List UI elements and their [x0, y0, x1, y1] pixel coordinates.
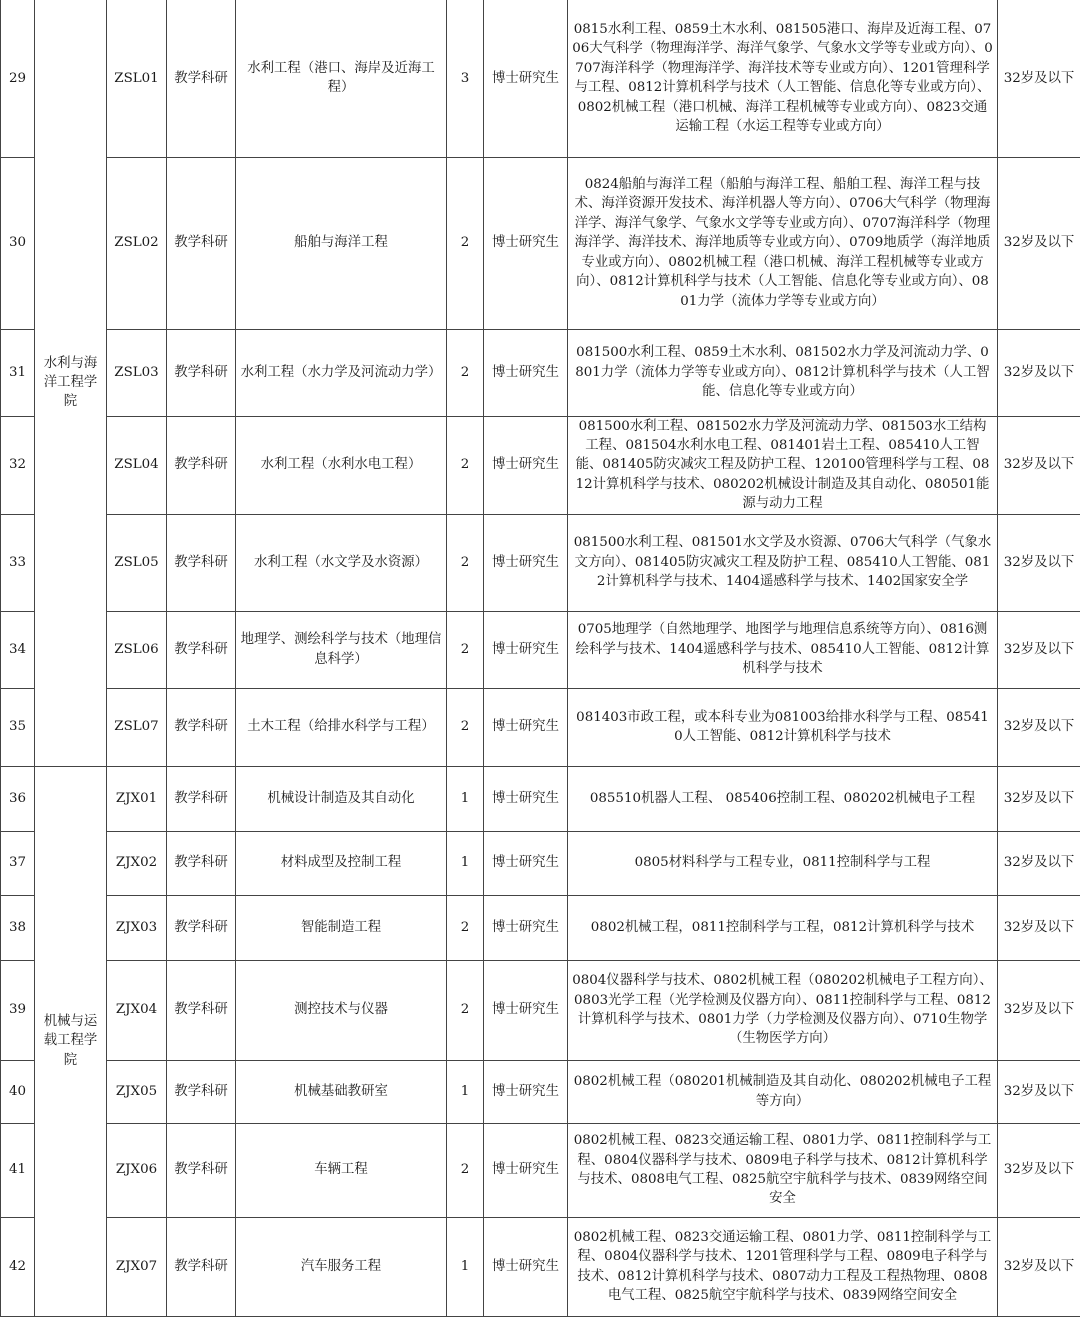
major-requirements-cell: 0805材料科学与工程专业，0811控制科学与工程: [568, 831, 998, 895]
age-requirement-cell: 32岁及以下: [998, 688, 1080, 766]
row-number-cell: 31: [1, 329, 35, 416]
degree-cell: 博士研究生: [484, 514, 568, 611]
age-requirement-cell: 32岁及以下: [998, 416, 1080, 514]
row-number-cell: 36: [1, 766, 35, 831]
row-number-cell: 29: [1, 0, 35, 157]
discipline-cell: 车辆工程: [236, 1123, 447, 1217]
major-requirements-cell: 0804仪器科学与技术、0802机械工程（080202机械电子工程方向）、0803光学工程（光学检测及仪器方向）、0811控制科学与工程、0812计算机科学与技术、0801力学（力学检测及仪器方向）、0710生物学（生物医学方向）: [568, 960, 998, 1060]
position-category-cell: 教学科研: [167, 611, 236, 688]
degree-cell: 博士研究生: [484, 157, 568, 329]
major-requirements-cell: 0802机械工程、0823交通运输工程、0801力学、0811控制科学与工程、0804仪器科学与技术、0809电子科学与技术、0812计算机科学与技术、0808电气工程、0825航空宇航科学与技术、0839网络空间安全: [568, 1123, 998, 1217]
discipline-cell: 地理学、测绘科学与技术（地理信息科学）: [236, 611, 447, 688]
headcount-cell: 1: [447, 1060, 484, 1123]
position-category-cell: 教学科研: [167, 831, 236, 895]
major-requirements-cell: 085510机器人工程、 085406控制工程、080202机械电子工程: [568, 766, 998, 831]
position-code-cell: ZSL01: [107, 0, 167, 157]
table-row: [1, 514, 1080, 611]
position-category-cell: 教学科研: [167, 895, 236, 960]
discipline-cell: 智能制造工程: [236, 895, 447, 960]
headcount-cell: 2: [447, 1123, 484, 1217]
headcount-cell: 2: [447, 329, 484, 416]
row-number-cell: 34: [1, 611, 35, 688]
row-number-cell: 42: [1, 1217, 35, 1316]
degree-cell: 博士研究生: [484, 0, 568, 157]
age-requirement-cell: 32岁及以下: [998, 766, 1080, 831]
degree-cell: 博士研究生: [484, 895, 568, 960]
headcount-cell: 1: [447, 1217, 484, 1316]
age-requirement-cell: 32岁及以下: [998, 611, 1080, 688]
headcount-cell: 2: [447, 688, 484, 766]
table-row: [1, 416, 1080, 514]
position-category-cell: 教学科研: [167, 1060, 236, 1123]
position-category-cell: 教学科研: [167, 329, 236, 416]
age-requirement-cell: 32岁及以下: [998, 0, 1080, 157]
position-code-cell: ZJX07: [107, 1217, 167, 1316]
position-code-cell: ZSL05: [107, 514, 167, 611]
position-code-cell: ZSL06: [107, 611, 167, 688]
major-requirements-cell: 0815水利工程、0859土木水利、081505港口、海岸及近海工程、0706大气科学（物理海洋学、海洋气象学、气象水文学等专业或方向）、0707海洋科学（物理海洋学、海洋技术等专业或方向）、1201管理科学与工程、0812计算机科学与技术（人工智能、信息化等专业或方向）、0802机械工程（港口机械、海洋工程机械等专业或方向）、0823交通运输工程（水运工程等专业或方向）: [568, 0, 998, 157]
major-requirements-cell: 0802机械工程，0811控制科学与工程，0812计算机科学与技术: [568, 895, 998, 960]
position-category-cell: 教学科研: [167, 1123, 236, 1217]
headcount-cell: 1: [447, 766, 484, 831]
discipline-cell: 汽车服务工程: [236, 1217, 447, 1316]
major-requirements-cell: 0802机械工程、0823交通运输工程、0801力学、0811控制科学与工程、0804仪器科学与技术、1201管理科学与工程、0809电子科学与技术、0812计算机科学与技术、0807动力工程及工程热物理、0808电气工程、0825航空宇航科学与技术、0839网络空间安全: [568, 1217, 998, 1316]
table-row: [1, 831, 1080, 895]
age-requirement-cell: 32岁及以下: [998, 514, 1080, 611]
degree-cell: 博士研究生: [484, 960, 568, 1060]
college-cell: 水利与海洋工程学院: [35, 0, 107, 766]
position-category-cell: 教学科研: [167, 0, 236, 157]
table-row: [1, 895, 1080, 960]
position-code-cell: ZJX01: [107, 766, 167, 831]
major-requirements-cell: 081500水利工程、081502水力学及河流动力学、081503水工结构工程、081504水利水电工程、081401岩土工程、085410人工智能、081405防灾减灾工程及防护工程、120100管理科学与工程、0812计算机科学与技术、080202机械设计制造及其自动化、080501能源与动力工程: [568, 416, 998, 514]
discipline-cell: 材料成型及控制工程: [236, 831, 447, 895]
age-requirement-cell: 32岁及以下: [998, 157, 1080, 329]
age-requirement-cell: 32岁及以下: [998, 895, 1080, 960]
degree-cell: 博士研究生: [484, 766, 568, 831]
degree-cell: 博士研究生: [484, 1060, 568, 1123]
headcount-cell: 2: [447, 157, 484, 329]
major-requirements-cell: 0802机械工程（080201机械制造及其自动化、080202机械电子工程等方向）: [568, 1060, 998, 1123]
row-number-cell: 35: [1, 688, 35, 766]
headcount-cell: 2: [447, 514, 484, 611]
position-code-cell: ZJX02: [107, 831, 167, 895]
row-number-cell: 39: [1, 960, 35, 1060]
discipline-cell: 测控技术与仪器: [236, 960, 447, 1060]
position-code-cell: ZSL03: [107, 329, 167, 416]
headcount-cell: 2: [447, 960, 484, 1060]
discipline-cell: 船舶与海洋工程: [236, 157, 447, 329]
discipline-cell: 土木工程（给排水科学与工程）: [236, 688, 447, 766]
age-requirement-cell: 32岁及以下: [998, 329, 1080, 416]
headcount-cell: 1: [447, 831, 484, 895]
degree-cell: 博士研究生: [484, 416, 568, 514]
discipline-cell: 水利工程（水力学及河流动力学）: [236, 329, 447, 416]
degree-cell: 博士研究生: [484, 1217, 568, 1316]
position-code-cell: ZSL07: [107, 688, 167, 766]
headcount-cell: 3: [447, 0, 484, 157]
table-row: [1, 766, 1080, 831]
table-row: [1, 1123, 1080, 1217]
discipline-cell: 机械基础教研室: [236, 1060, 447, 1123]
row-number-cell: 41: [1, 1123, 35, 1217]
degree-cell: 博士研究生: [484, 831, 568, 895]
headcount-cell: 2: [447, 895, 484, 960]
age-requirement-cell: 32岁及以下: [998, 960, 1080, 1060]
position-code-cell: ZJX03: [107, 895, 167, 960]
table-row: [1, 0, 1080, 157]
row-number-cell: 38: [1, 895, 35, 960]
age-requirement-cell: 32岁及以下: [998, 831, 1080, 895]
degree-cell: 博士研究生: [484, 611, 568, 688]
age-requirement-cell: 32岁及以下: [998, 1060, 1080, 1123]
table-row: [1, 688, 1080, 766]
table-body: [1, 0, 1080, 1316]
position-code-cell: ZJX06: [107, 1123, 167, 1217]
table-row: [1, 960, 1080, 1060]
position-category-cell: 教学科研: [167, 688, 236, 766]
position-category-cell: 教学科研: [167, 1217, 236, 1316]
table-row: [1, 1060, 1080, 1123]
discipline-cell: 水利工程（水文学及水资源）: [236, 514, 447, 611]
table-row: [1, 1217, 1080, 1316]
row-number-cell: 30: [1, 157, 35, 329]
major-requirements-cell: 0705地理学（自然地理学、地图学与地理信息系统等方向）、0816测绘科学与技术、1404遥感科学与技术、085410人工智能、0812计算机科学与技术: [568, 611, 998, 688]
discipline-cell: 水利工程（港口、海岸及近海工程）: [236, 0, 447, 157]
position-category-cell: 教学科研: [167, 157, 236, 329]
college-cell: 机械与运载工程学院: [35, 766, 107, 1316]
position-category-cell: 教学科研: [167, 766, 236, 831]
position-code-cell: ZJX04: [107, 960, 167, 1060]
row-number-cell: 37: [1, 831, 35, 895]
headcount-cell: 2: [447, 416, 484, 514]
position-code-cell: ZSL02: [107, 157, 167, 329]
degree-cell: 博士研究生: [484, 1123, 568, 1217]
table-row: [1, 329, 1080, 416]
position-category-cell: 教学科研: [167, 960, 236, 1060]
position-code-cell: ZSL04: [107, 416, 167, 514]
headcount-cell: 2: [447, 611, 484, 688]
major-requirements-cell: 0824船舶与海洋工程（船舶与海洋工程、船舶工程、海洋工程与技术、海洋资源开发技术、海洋机器人等方向）、0706大气科学（物理海洋学、海洋气象学、气象水文学等专业或方向）、0707海洋科学（物理海洋学、海洋技术、海洋地质等专业或方向）、0709地质学（海洋地质专业或方向）、0802机械工程（港口机械、海洋工程机械等专业或方向）、0812计算机科学与技术（人工智能、信息化等专业或方向）、0801力学（流体力学等专业或方向）: [568, 157, 998, 329]
major-requirements-cell: 081500水利工程、0859土木水利、081502水力学及河流动力学、0801力学（流体力学等专业或方向）、0812计算机科学与技术（人工智能、信息化等专业或方向）: [568, 329, 998, 416]
major-requirements-cell: 081500水利工程、081501水文学及水资源、0706大气科学（气象水文方向）、081405防灾减灾工程及防护工程、085410人工智能、0812计算机科学与技术、1404遥感科学与技术、1402国家安全学: [568, 514, 998, 611]
age-requirement-cell: 32岁及以下: [998, 1217, 1080, 1316]
position-category-cell: 教学科研: [167, 514, 236, 611]
major-requirements-cell: 081403市政工程，或本科专业为081003给排水科学与工程、085410人工智能、0812计算机科学与技术: [568, 688, 998, 766]
row-number-cell: 33: [1, 514, 35, 611]
position-code-cell: ZJX05: [107, 1060, 167, 1123]
degree-cell: 博士研究生: [484, 329, 568, 416]
degree-cell: 博士研究生: [484, 688, 568, 766]
position-category-cell: 教学科研: [167, 416, 236, 514]
discipline-cell: 水利工程（水利水电工程）: [236, 416, 447, 514]
discipline-cell: 机械设计制造及其自动化: [236, 766, 447, 831]
table-row: [1, 611, 1080, 688]
row-number-cell: 32: [1, 416, 35, 514]
row-number-cell: 40: [1, 1060, 35, 1123]
age-requirement-cell: 32岁及以下: [998, 1123, 1080, 1217]
table-row: [1, 157, 1080, 329]
